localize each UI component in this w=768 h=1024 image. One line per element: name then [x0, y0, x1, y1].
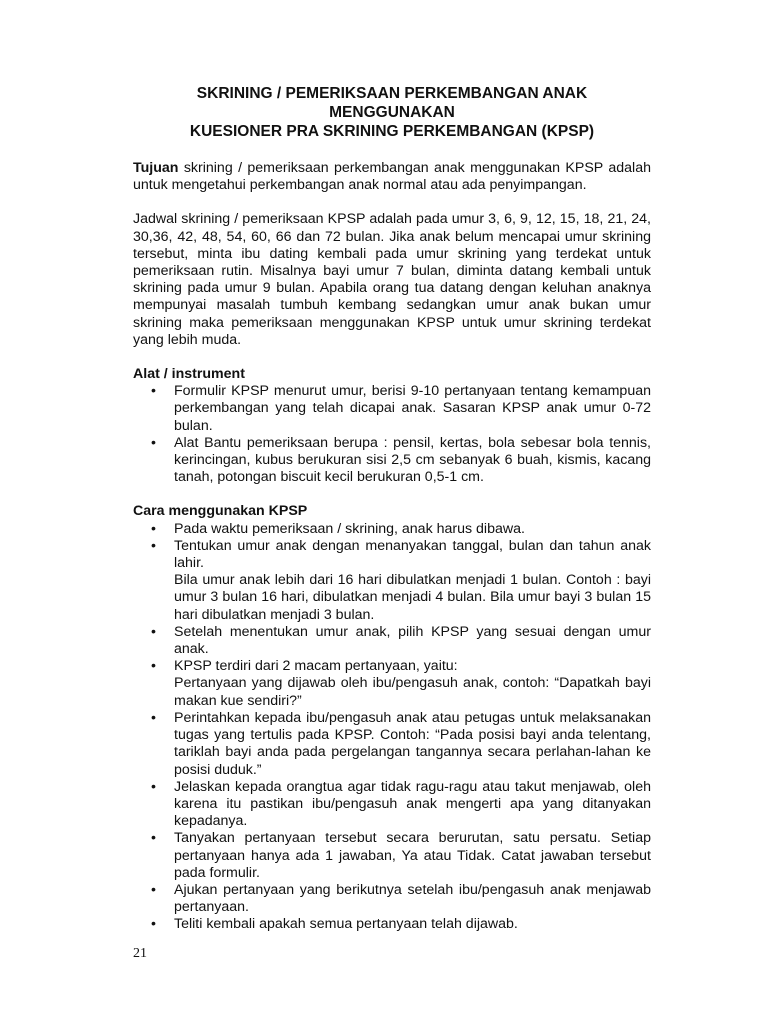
- list-item: [133, 383, 651, 435]
- list-item-text: Pada waktu pemeriksaan / skrining, anak harus dibawa.: [174, 520, 525, 537]
- title-line-1: SKRINING / PEMERIKSAAN PERKEMBANGAN ANAK: [196, 85, 588, 102]
- list-item-text: Formulir KPSP menurut umur, berisi 9-10 pertanyaan tentang kemampuan perkembangan yang telah dicapai anak. Sasaran KPSP anak umur 0-72 bulan.: [174, 383, 651, 434]
- list-item-text: Tanyakan pertanyaan tersebut secara berurutan, satu persatu. Setiap pertanyaan hanya ada 1 jawaban, Ya atau Tidak. Catat jawaban tersebut pada formulir.: [174, 830, 651, 881]
- title-line-2: MENGGUNAKAN: [329, 104, 455, 121]
- bullet-icon: •: [151, 830, 156, 847]
- alat-list: [133, 383, 651, 486]
- document-title: [133, 84, 651, 141]
- list-item: [133, 538, 651, 624]
- list-item-text: Ajukan pertanyaan yang berikutnya setelah ibu/pengasuh anak menjawab pertanyaan.: [174, 881, 651, 916]
- jadwal-paragraph: Jadwal skrining / pemeriksaan KPSP adalah pada umur 3, 6, 9, 12, 15, 18, 21, 24, 30,36, 42, 48, 54, 60, 66 dan 72 bulan. Jika anak belum mencapai umur skrining tersebut, minta ibu dating kembali pada umur skrining yang terdekat untuk pemeriksaan rutin. Misalnya bayi umur 7 bulan, diminta datang kembali untuk skrining pada umur 9 bulan. Apabila orang tua datang dengan keluhan anaknya mempunyai masalah tumbuh kembang sedangkan umur anak bukan umur skrining maka pemeriksaan menggunakan KPSP untuk umur skrining terdekat yang lebih muda.: [133, 211, 651, 348]
- list-item-text: Setelah menentukan umur anak, pilih KPSP yang sesuai dengan umur anak.: [174, 623, 651, 658]
- list-item: [133, 710, 651, 779]
- bullet-icon: •: [151, 658, 156, 675]
- cara-heading: Cara menggunakan KPSP: [133, 503, 308, 520]
- list-item: [133, 779, 651, 831]
- list-item-text: Tentukan umur anak dengan menanyakan tanggal, bulan dan tahun anak lahir.: [174, 537, 651, 572]
- list-item-subtext: Pertanyaan yang dijawab oleh ibu/pengasuh anak, contoh: “Dapatkah bayi makan kue sendiri?”: [174, 675, 651, 709]
- bullet-icon: •: [151, 709, 156, 726]
- list-item-subtext: Bila umur anak lebih dari 16 hari dibulatkan menjadi 1 bulan. Contoh : bayi umur 3 bulan 16 hari, dibulatkan menjadi 4 bulan. Bila umur bayi 3 bulan 15 hari dibulatkan menjadi 3 bulan.: [174, 572, 651, 623]
- list-item-text: KPSP terdiri dari 2 macam pertanyaan, yaitu:: [174, 658, 458, 675]
- alat-heading: Alat / instrument: [133, 366, 245, 383]
- cara-list: [133, 521, 651, 934]
- list-item: [133, 435, 651, 487]
- document-page: [133, 84, 651, 951]
- bullet-icon: •: [151, 537, 156, 554]
- list-item-text: Perintahkan kepada ibu/pengasuh anak atau petugas untuk melaksanakan tugas yang tertulis pada KPSP. Contoh: “Pada posisi bayi anda telentang, tariklah bayi anda pada pergelangan tangannya secara perlahan-lahan ke posisi duduk.”: [174, 709, 651, 778]
- title-line-3: KUESIONER PRA SKRINING PERKEMBANGAN (KPSP): [189, 123, 595, 140]
- list-item: [133, 624, 651, 658]
- list-item: [133, 882, 651, 916]
- bullet-icon: •: [151, 623, 156, 640]
- list-item-text: Teliti kembali apakah semua pertanyaan telah dijawab.: [174, 916, 518, 933]
- bullet-icon: •: [151, 520, 156, 537]
- list-item-text: Jelaskan kepada orangtua agar tidak ragu-ragu atau takut menjawab, oleh karena itu pastikan ibu/pengasuh anak mengerti apa yang ditanyakan kepadanya.: [174, 778, 651, 830]
- bullet-icon: •: [151, 434, 156, 451]
- tujuan-text: skrining / pemeriksaan perkembangan anak menggunakan KPSP adalah untuk mengetahui perkembangan anak normal atau ada penyimpangan.: [133, 160, 651, 194]
- bullet-icon: •: [151, 881, 156, 898]
- bullet-icon: •: [151, 778, 156, 795]
- list-item-text: Alat Bantu pemeriksaan berupa : pensil, kertas, bola sebesar bola tennis, kerincingan, kubus berukuran sisi 2,5 cm sebanyak 6 buah, kismis, kacang tanah, potongan biscuit kecil berukuran 0,5-1 cm.: [174, 434, 651, 486]
- tujuan-label: Tujuan: [133, 160, 179, 176]
- page-number: 21: [133, 946, 147, 961]
- list-item: [133, 658, 651, 710]
- bullet-icon: •: [151, 383, 156, 400]
- list-item: [133, 521, 651, 538]
- list-item: [133, 916, 651, 933]
- bullet-icon: •: [151, 916, 156, 933]
- tujuan-paragraph: [133, 160, 651, 194]
- list-item: [133, 830, 651, 882]
